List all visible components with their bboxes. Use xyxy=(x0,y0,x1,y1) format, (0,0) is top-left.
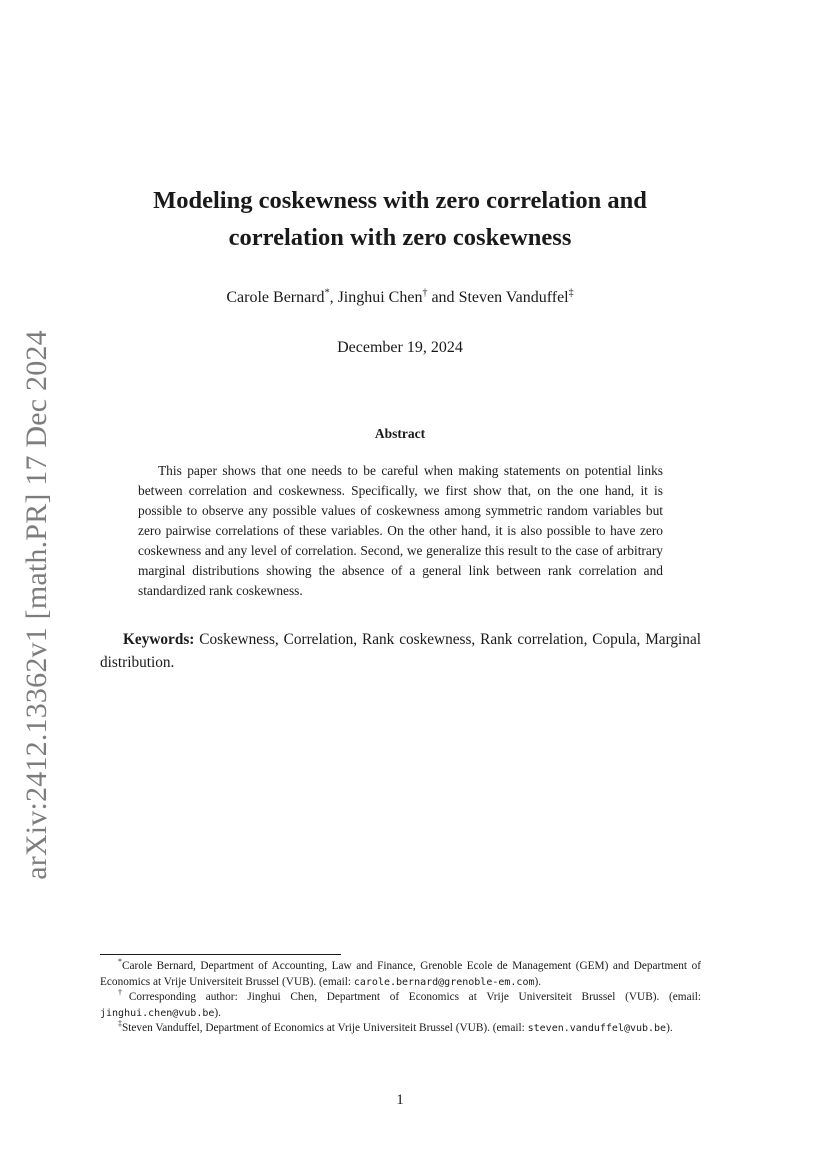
footnote-email: jinghui.chen@vub.be xyxy=(100,1007,215,1019)
footnote-tail: ). xyxy=(534,975,542,988)
arxiv-identifier-text: arXiv:2412.13362v1 [math.PR] 17 Dec 2024 xyxy=(20,330,54,880)
author-footnote-mark: † xyxy=(422,287,428,299)
footnote-text: Carole Bernard, Department of Accounting, Law and Finance, Grenoble Ecole de Management (GEM) and Department of Economics at Vrije Universiteit Brussel (VUB). (email: xyxy=(100,960,701,988)
footnotes-section xyxy=(100,959,701,1037)
footnote-tail: ). xyxy=(666,1022,673,1034)
footnote-item xyxy=(100,959,701,990)
author-name: Steven Vanduffel xyxy=(458,289,569,306)
author-footnote-mark: * xyxy=(324,287,330,299)
author-name: Jinghui Chen xyxy=(337,289,423,306)
page-number: 1 xyxy=(396,1092,404,1108)
paper-title-line-2: correlation with zero coskewness xyxy=(228,224,572,251)
footnote-email: carole.bernard@grenoble-em.com xyxy=(353,976,535,988)
footnote-tail: ). xyxy=(214,1006,221,1019)
footnote-divider xyxy=(100,954,341,955)
paper-title xyxy=(100,182,700,256)
footnote-mark: † xyxy=(118,988,129,998)
author-list xyxy=(100,288,700,308)
footnote-item xyxy=(100,1021,701,1037)
keywords-label: Keywords: xyxy=(123,631,195,648)
author-separator: and xyxy=(427,289,459,306)
footnote-text: Steven Vanduffel, Department of Economics at Vrije Universiteit Brussel (VUB). (email: xyxy=(122,1022,528,1034)
footnote-item xyxy=(100,990,701,1021)
keywords-list: Coskewness, Correlation, Rank coskewness, Rank correlation, Copula, Marginal distribution. xyxy=(100,631,701,671)
author-separator: , xyxy=(329,289,338,306)
author-name: Carole Bernard xyxy=(226,289,325,306)
footnote-mark: * xyxy=(118,957,122,967)
keywords-paragraph xyxy=(100,628,701,674)
abstract-text: This paper shows that one needs to be careful when making statements on potential links between correlation and coskewness. Specifically, we first show that, on the one hand, it is possible to observe any possible values of coskewness among symmetric random variables but zero pairwise correlations of these variables. On the other hand, it is also possible to have zero coskewness and any level of correlation. Second, we generalize this result to the case of arbitrary marginal distributions showing the absence of a general link between rank correlation and standardized rank coskewness. xyxy=(138,463,663,598)
publication-date: December 19, 2024 xyxy=(337,339,463,356)
author-footnote-mark: ‡ xyxy=(568,287,574,299)
arxiv-identifier-stamp xyxy=(18,330,56,880)
footnote-mark: ‡ xyxy=(118,1019,122,1029)
footnote-email: steven.vanduffel@vub.be xyxy=(527,1023,667,1034)
abstract-heading: Abstract xyxy=(374,426,426,441)
footnote-text: Corresponding author: Jinghui Chen, Department of Economics at Vrije Universiteit Brussel (VUB). (email: xyxy=(128,991,702,1003)
paper-title-line-1: Modeling coskewness with zero correlation and xyxy=(153,187,647,214)
